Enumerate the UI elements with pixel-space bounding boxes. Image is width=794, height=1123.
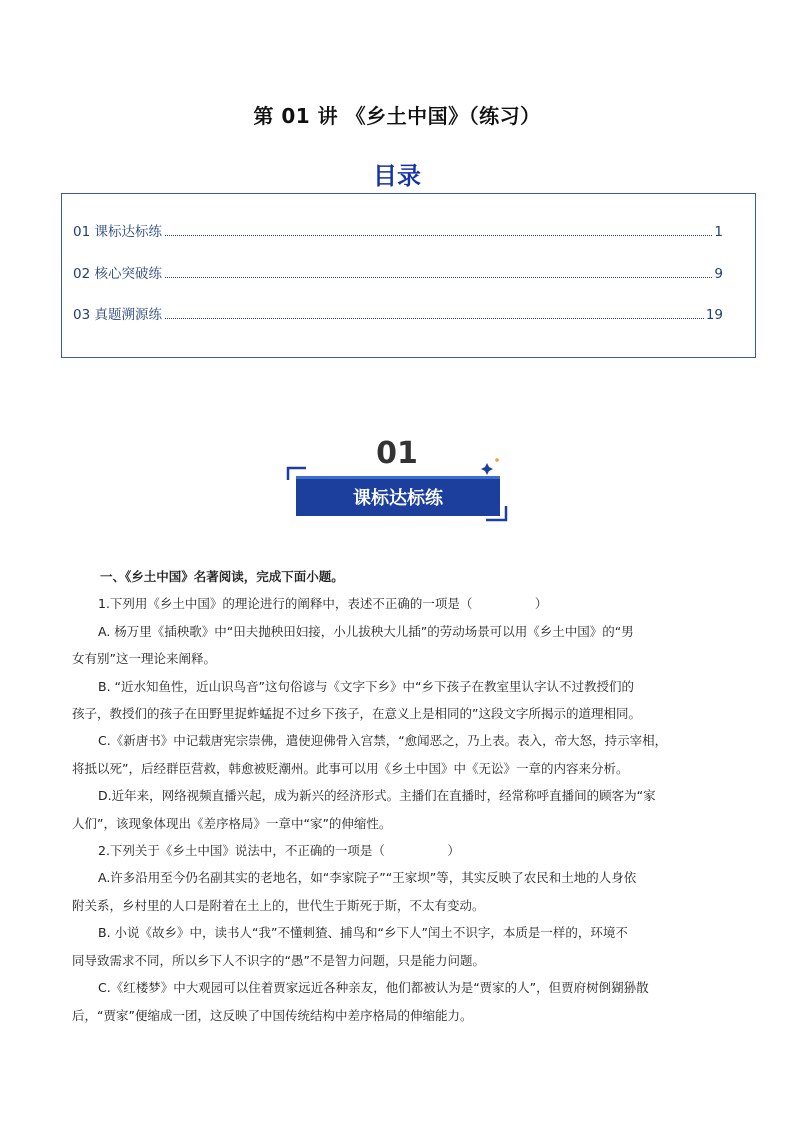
question-2-option-b: B. 小说《故乡》中，读书人“我”不懂刺猹、捕鸟和“乡下人”闰土不识字，本质是一样的，环境不 bbox=[98, 925, 628, 941]
toc-item[interactable] bbox=[73, 262, 723, 282]
section-label: 课标达标练 bbox=[353, 488, 443, 509]
question-group-heading: 一、《乡土中国》名著阅读，完成下面小题。 bbox=[100, 569, 344, 584]
question-1-option-a-cont: 女有别”这一理论来阐释。 bbox=[72, 651, 216, 667]
question-1-option-b: B. “近水知鱼性，近山识鸟音”这句俗谚与《文字下乡》中“乡下孩子在教室里认字认不过教授们的 bbox=[98, 678, 634, 694]
table-of-contents bbox=[61, 193, 756, 358]
question-content bbox=[72, 563, 724, 1029]
toc-item-page: 19 bbox=[705, 307, 723, 323]
toc-item-page: 9 bbox=[714, 266, 723, 282]
question-2-option-c-cont: 后，“贾家”便缩成一团，这反映了中国传统结构中差序格局的伸缩能力。 bbox=[72, 1007, 473, 1023]
toc-leader-dots bbox=[165, 276, 712, 278]
question-2-option-b-cont: 同导致需求不同，所以乡下人不识字的“愚”不是智力问题，只是能力问题。 bbox=[72, 952, 485, 968]
question-1-option-c-cont: 将抵以死”，后经群臣营救，韩愈被贬潮州。此事可以用《乡土中国》中《无讼》一章的内容来分析。 bbox=[72, 760, 629, 776]
question-2-option-a-cont: 附关系，乡村里的人口是附着在土上的，世代生于斯死于斯，不太有变动。 bbox=[72, 897, 485, 913]
question-1-option-c: C.《新唐书》中记载唐宪宗崇佛，遣使迎佛骨入宫禁，“愈闻恶之，乃上表。表入，帝大怒，持示宰相， bbox=[98, 733, 668, 749]
toc-item-label: 03 真题溯源练 bbox=[73, 307, 162, 323]
question-1-option-b-cont: 孩子，教授们的孩子在田野里捉蚱蜢捉不过乡下孩子，在意义上是相同的”这段文字所揭示的道理相同。 bbox=[72, 706, 641, 722]
section-badge bbox=[286, 436, 508, 526]
page-title: 第 01 讲 《乡土中国》（练习） bbox=[253, 104, 541, 128]
question-1-option-d: D.近年来，网络视频直播兴起，成为新兴的经济形式。主播们在直播时，经常称呼直播间的顾客为“家 bbox=[98, 788, 656, 804]
toc-leader-dots bbox=[165, 234, 712, 236]
sparkle-icon bbox=[481, 463, 493, 475]
question-2-option-c: C.《红楼梦》中大观园可以住着贾家远近各种亲友，他们都被认为是“贾家的人”，但贾府树倒猢狲散 bbox=[98, 980, 649, 996]
question-2-option-a: A.许多沿用至今仍名副其实的老地名，如“李家院子”“王家坝”等，其实反映了农民和土地的人身依 bbox=[98, 870, 637, 886]
toc-leader-dots bbox=[165, 317, 704, 319]
section-banner-graphic bbox=[286, 436, 508, 526]
question-1-option-a: A. 杨万里《插秧歌》中“田夫抛秧田妇接，小儿拔秧大儿插”的劳动场景可以用《乡土中国》的“男 bbox=[98, 623, 634, 639]
toc-heading: 目录 bbox=[373, 162, 421, 190]
section-number: 01 bbox=[376, 436, 418, 471]
toc-item-label: 02 核心突破练 bbox=[73, 266, 162, 282]
toc-item-label: 01 课标达标练 bbox=[73, 224, 162, 240]
toc-item-page: 1 bbox=[714, 224, 723, 240]
question-1-stem: 1.下列用《乡土中国》的理论进行的阐释中，表述不正确的一项是（ ） bbox=[98, 596, 548, 612]
toc-item[interactable] bbox=[73, 220, 723, 240]
question-2-stem: 2.下列关于《乡土中国》说法中，不正确的一项是（ ） bbox=[98, 843, 460, 859]
question-1-option-d-cont: 人们”，该现象体现出《差序格局》一章中“家”的伸缩性。 bbox=[72, 815, 392, 831]
dot-icon bbox=[495, 458, 499, 462]
toc-item[interactable] bbox=[73, 303, 723, 323]
